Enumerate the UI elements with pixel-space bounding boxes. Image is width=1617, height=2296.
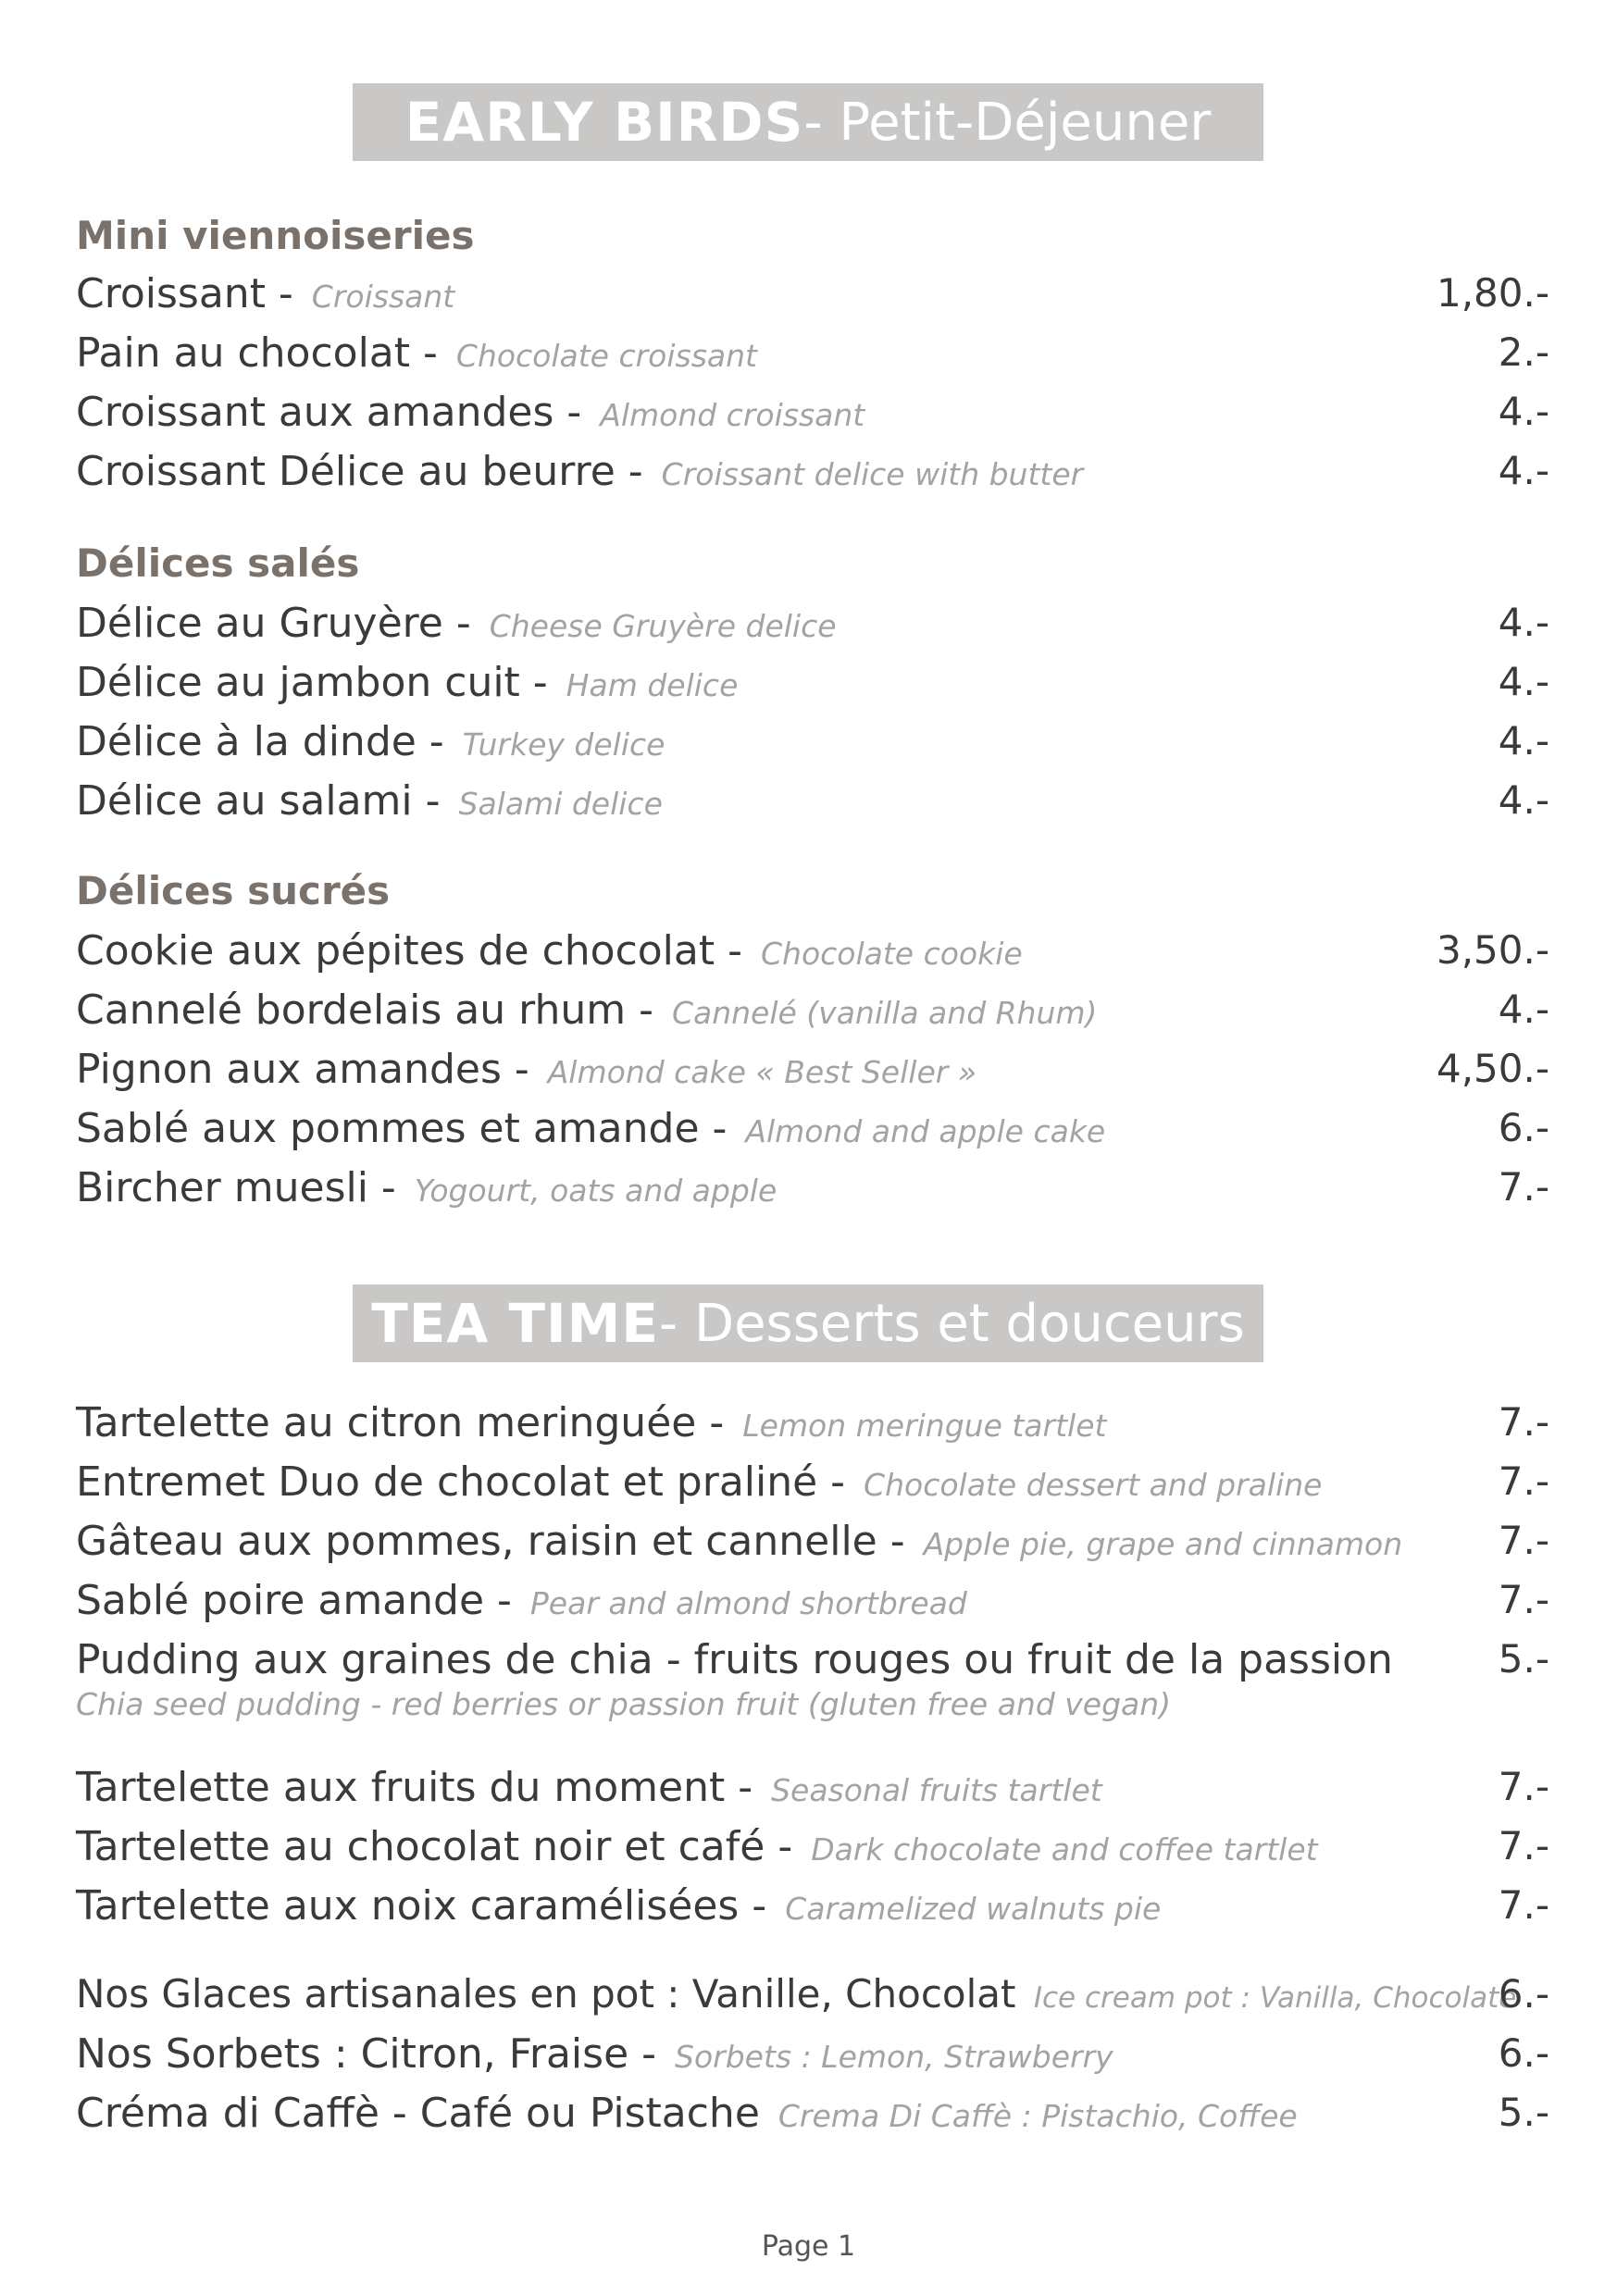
menu-item <box>76 1458 1549 1514</box>
menu-item <box>76 2030 1549 2086</box>
item-price: 3,50.- <box>1436 927 1549 973</box>
item-price: 4.- <box>1498 600 1549 645</box>
item-name: Délice au salami - <box>76 777 454 825</box>
menu-item <box>76 1823 1549 1879</box>
menu-item <box>76 1518 1549 1573</box>
menu-item <box>76 1764 1549 1819</box>
item-price: 7.- <box>1498 1764 1549 1809</box>
item-translation: Lemon meringue tartlet <box>742 1408 1107 1444</box>
item-name: Créma di Caffè - Café ou Pistache <box>76 2090 773 2137</box>
item-translation: Turkey delice <box>462 726 665 763</box>
item-translation: Chocolate cookie <box>760 936 1023 972</box>
menu-item <box>76 1971 1549 2027</box>
item-translation: Chocolate dessert and praline <box>864 1467 1323 1503</box>
item-price: 7.- <box>1498 1577 1549 1622</box>
item-name: Délice au Gruyère - <box>76 600 484 647</box>
item-price: 1,80.- <box>1436 270 1549 316</box>
item-translation: Almond and apple cake <box>745 1113 1106 1149</box>
item-name: Cannelé bordelais au rhum - <box>76 987 666 1034</box>
item-translation: Cannelé (vanilla and Rhum) <box>671 995 1098 1031</box>
menu-item <box>76 1577 1549 1632</box>
item-name: Croissant - <box>76 270 306 317</box>
item-translation: Chia seed pudding - red berries or passion fruit (gluten free and vegan) <box>76 1686 1172 1722</box>
item-translation: Seasonal fruits tartlet <box>771 1772 1102 1808</box>
menu-item <box>76 987 1549 1042</box>
menu-item <box>76 329 1549 385</box>
item-name: Tartelette au chocolat noir et café - <box>76 1823 806 1870</box>
menu-item <box>76 448 1549 503</box>
item-price: 4.- <box>1498 718 1549 763</box>
section-title-delices-sales: Délices salés <box>76 540 360 586</box>
item-translation: Yogourt, oats and apple <box>414 1173 777 1209</box>
item-translation: Crema Di Caffè : Pistachio, Coffee <box>777 2098 1298 2134</box>
item-name: Sablé poire amande - <box>76 1577 525 1624</box>
item-translation: Apple pie, grape and cinnamon <box>923 1526 1403 1562</box>
item-name: Tartelette aux noix caramélisées - <box>76 1882 780 1930</box>
section-banner-early-birds <box>353 83 1263 161</box>
item-name: Pudding aux graines de chia - fruits rouges ou fruit de la passion <box>76 1636 1393 1683</box>
section-title-mini-viennoiseries: Mini viennoiseries <box>76 213 475 258</box>
menu-item <box>76 1105 1549 1160</box>
item-name: Croissant aux amandes - <box>76 389 595 436</box>
menu-item <box>76 1046 1549 1101</box>
item-name: Gâteau aux pommes, raisin et cannelle - <box>76 1518 918 1565</box>
item-name: Délice au jambon cuit - <box>76 659 561 706</box>
section-title-delices-sucres: Délices sucrés <box>76 868 391 913</box>
item-name: Nos Sorbets : Citron, Fraise - <box>76 2030 669 2078</box>
menu-item <box>76 1882 1549 1938</box>
item-name: Cookie aux pépites de chocolat - <box>76 927 755 974</box>
item-translation: Pear and almond shortbread <box>529 1585 967 1621</box>
item-price: 7.- <box>1498 1823 1549 1868</box>
menu-item <box>76 270 1549 326</box>
item-price: 4.- <box>1498 448 1549 493</box>
section-banner-tea-time <box>353 1285 1263 1362</box>
item-price: 6.- <box>1498 1971 1549 2017</box>
item-price: 4,50.- <box>1436 1046 1549 1091</box>
item-price: 7.- <box>1498 1164 1549 1210</box>
item-price: 4.- <box>1498 389 1549 434</box>
item-translation: Dark chocolate and coffee tartlet <box>811 1831 1318 1868</box>
page-number: Page 1 <box>761 2230 856 2263</box>
item-price: 7.- <box>1498 1518 1549 1563</box>
item-translation: Croissant delice with butter <box>661 456 1084 492</box>
menu-item <box>76 2090 1549 2145</box>
item-price: 7.- <box>1498 1458 1549 1504</box>
item-translation: Croissant <box>311 279 455 315</box>
menu-item <box>76 1636 1549 1738</box>
menu-item <box>76 1399 1549 1455</box>
banner-title-light: - Petit-Déjeuner <box>803 92 1212 153</box>
item-translation: Ice cream pot : Vanilla, Chocolate <box>1033 1981 1517 2015</box>
banner-title-light: - Desserts et douceurs <box>658 1293 1245 1354</box>
menu-item <box>76 389 1549 444</box>
item-name: Sablé aux pommes et amande - <box>76 1105 740 1152</box>
item-price: 4.- <box>1498 987 1549 1032</box>
menu-item <box>76 777 1549 833</box>
item-translation: Cheese Gruyère delice <box>489 608 837 644</box>
item-translation: Almond croissant <box>600 397 865 433</box>
banner-title-bold: EARLY BIRDS <box>404 91 804 154</box>
item-price: 7.- <box>1498 1882 1549 1928</box>
item-translation: Sorbets : Lemon, Strawberry <box>675 2039 1113 2075</box>
item-translation: Chocolate croissant <box>455 338 757 374</box>
menu-item <box>76 600 1549 655</box>
item-name: Bircher muesli - <box>76 1164 409 1211</box>
item-price: 6.- <box>1498 1105 1549 1150</box>
item-price: 5.- <box>1498 2090 1549 2135</box>
banner-title-bold: TEA TIME <box>371 1292 659 1355</box>
item-price: 5.- <box>1498 1636 1549 1682</box>
item-name: Pignon aux amandes - <box>76 1046 542 1093</box>
item-price: 4.- <box>1498 659 1549 704</box>
item-price: 4.- <box>1498 777 1549 823</box>
item-translation: Salami delice <box>458 786 663 822</box>
item-name: Nos Glaces artisanales en pot : Vanille, Chocolat <box>76 1971 1028 2017</box>
menu-item <box>76 718 1549 774</box>
item-price: 2.- <box>1498 329 1549 375</box>
item-price: 7.- <box>1498 1399 1549 1445</box>
item-translation: Caramelized walnuts pie <box>785 1891 1162 1927</box>
item-translation: Ham delice <box>566 667 739 703</box>
item-translation: Almond cake « Best Seller » <box>547 1054 977 1090</box>
item-price: 6.- <box>1498 2030 1549 2076</box>
item-name: Pain au chocolat - <box>76 329 451 377</box>
menu-item <box>76 927 1549 983</box>
item-name: Délice à la dinde - <box>76 718 457 765</box>
menu-item <box>76 1164 1549 1220</box>
item-name: Tartelette aux fruits du moment - <box>76 1764 766 1811</box>
item-name: Tartelette au citron meringuée - <box>76 1399 738 1446</box>
item-name: Croissant Délice au beurre - <box>76 448 656 495</box>
item-name: Entremet Duo de chocolat et praliné - <box>76 1458 859 1506</box>
menu-item <box>76 659 1549 714</box>
